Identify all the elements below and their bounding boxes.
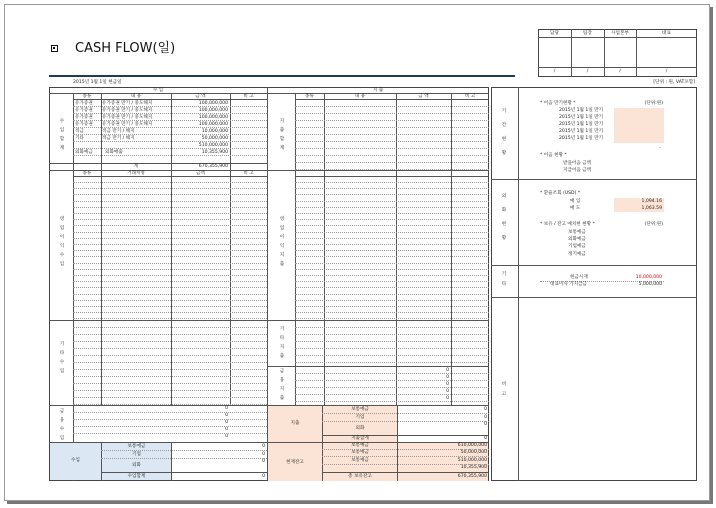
- balance-row: 보통예금: [351, 458, 369, 463]
- grid-row-line: [73, 397, 267, 398]
- grid-row-line: [73, 201, 267, 202]
- grid-row-line: [295, 213, 489, 214]
- summary-income-total-label: 수입합계: [127, 474, 146, 479]
- grid-row-line: [295, 219, 489, 220]
- grid-row-line: [73, 404, 267, 405]
- grid-row-line: [73, 188, 267, 189]
- grid-row-line: [295, 294, 489, 295]
- fx2-row: 외화예금: [568, 237, 586, 242]
- grid-row-line: [73, 294, 267, 295]
- grid-row-line: [73, 341, 267, 342]
- approval-header-1: 담당: [550, 31, 559, 36]
- income-col-note: 비 고: [243, 94, 254, 99]
- grid-row-line: [295, 256, 489, 257]
- expense-col-content: 내 용: [354, 94, 366, 99]
- grid-row-line: [295, 148, 489, 149]
- unit-note: [단위 : 원, VAT포함]: [653, 80, 695, 85]
- approval-header-3: 사업본부: [611, 31, 629, 36]
- approval-header-4: 대표: [662, 31, 671, 36]
- summary-income-row: 외화: [132, 463, 141, 468]
- grid-row-line: [295, 348, 489, 349]
- deposit-date: 2015년 1월 1일 만기: [559, 115, 604, 120]
- grid-row-line: [295, 182, 489, 183]
- right-sec1-label: 기 간 현 황: [501, 109, 507, 156]
- summary-income-row: 보통예금: [127, 444, 146, 449]
- grid-row-line: [73, 213, 267, 214]
- balance-row: 보통예금: [351, 443, 369, 448]
- grid-row-line: [295, 194, 489, 195]
- summary-expense-label: 지출: [290, 421, 300, 426]
- grid-row-line: [295, 134, 489, 135]
- grid-row-line: [295, 387, 489, 388]
- title-divider: [49, 75, 515, 77]
- fx2-title: * 보유 / 잔고 예치현 현황 *: [540, 222, 595, 227]
- approval-header-2: 팀장: [583, 31, 592, 36]
- grid-row-line: [295, 281, 489, 282]
- right-sec4-label: 비 고: [501, 382, 507, 397]
- grid-row-line: [73, 232, 267, 233]
- fin-income-value: 0: [225, 420, 228, 425]
- grid-row-line: [295, 188, 489, 189]
- fin-expense-value: 0: [446, 375, 449, 380]
- fx-title: * 환율조회 (USD) *: [540, 191, 581, 196]
- grid-row-line: [73, 225, 267, 226]
- square-bullet-icon: [51, 45, 58, 52]
- deposit-date: 2015년 1월 1일 만기: [559, 122, 604, 127]
- other-expense-label: 기타지출: [279, 327, 285, 359]
- grid-row-line: [73, 318, 267, 319]
- fx-row: 매 입: [570, 199, 581, 204]
- deposit-date: 2015년 1월 1일 만기: [559, 108, 604, 113]
- sales-col-amount: 금액: [196, 171, 205, 176]
- grid-row-line: [295, 287, 489, 288]
- grid-row-line: [73, 362, 267, 363]
- grid-row-line: [73, 182, 267, 183]
- grid-row-line: [295, 162, 489, 163]
- grid-row-line: [73, 275, 267, 276]
- fin-expense-value: 0: [446, 368, 449, 373]
- table-row: 적금: [75, 129, 84, 134]
- sales-income-label: 영업이익수입: [59, 217, 65, 267]
- grid-row-line: [295, 341, 489, 342]
- other-income-label: 기타수입: [59, 342, 65, 374]
- grid-row-line: [73, 269, 267, 270]
- fin-income-value: 0: [225, 406, 228, 411]
- grid-row-line: [73, 256, 267, 257]
- income-side-label: 수입 합계: [59, 119, 65, 151]
- summary-expense-row: 외화: [355, 426, 365, 431]
- grid-row-line: [295, 394, 489, 395]
- grid-row-line: [295, 373, 489, 374]
- table-row: 기타: [75, 136, 84, 141]
- income-col-content: 내 용: [130, 94, 142, 99]
- grid-row-line: [295, 155, 489, 156]
- balance-label: 현재잔고: [286, 460, 304, 465]
- fin-income-value: 0: [225, 434, 228, 439]
- sales-col-client: 거래처명: [127, 171, 145, 176]
- grid-row-line: [73, 383, 267, 384]
- summary-income-label: 수입: [71, 458, 80, 463]
- grid-row-line: [73, 281, 267, 282]
- grid-row-line: [295, 141, 489, 142]
- grid-row-line: [73, 390, 267, 391]
- grid-row-line: [73, 287, 267, 288]
- fin-income-label: 금융수입: [59, 409, 65, 441]
- income-title: 수 입: [152, 88, 164, 93]
- fx2-row: 기업예금: [568, 244, 586, 249]
- grid-row-line: [73, 369, 267, 370]
- grid-row-line: [73, 355, 267, 356]
- grid-row-line: [295, 113, 489, 114]
- grid-row-line: [295, 225, 489, 226]
- grid-row-line: [295, 312, 489, 313]
- grid-row-line: [295, 207, 489, 208]
- sales-col-type: 종류: [82, 171, 92, 176]
- grid-row-line: [295, 201, 489, 202]
- balance-row: 보통예금: [351, 450, 369, 455]
- grid-row-line: [295, 306, 489, 307]
- grid-row-line: [295, 380, 489, 381]
- sales-expense-label: 영업이익지출: [279, 217, 285, 267]
- grid-row-line: [295, 169, 489, 170]
- expense-col-note: 비 고: [464, 94, 476, 99]
- fin-income-value: 0: [225, 427, 228, 432]
- table-row: 유가증권: [75, 115, 93, 120]
- grid-row-line: [295, 250, 489, 251]
- grid-row-line: [73, 244, 267, 245]
- grid-row-line: [73, 312, 267, 313]
- fin-expense-value: 0: [446, 396, 449, 401]
- income-col-amount: 금 액: [195, 94, 206, 99]
- approval-date-1: /: [553, 69, 556, 74]
- fx2-row: 정기예금: [568, 252, 586, 257]
- fx2-row: 보통예금: [568, 230, 586, 235]
- grid-row-line: [295, 127, 489, 128]
- bill-row: 받을어음 금액: [563, 161, 592, 166]
- bill-title: * 어음 현황 *: [540, 153, 567, 158]
- grid-row-line: [295, 106, 489, 107]
- cash-flow-sheet: CASH FLOW(일) 담당 팀장 사업본부 대표 / / / / 2015년 1월 1일 현금일 [단위 : 원, VAT포함] 수 입 지 출 종류 내 용 금 액 비 고 종류 내 용 금 액 비 고 유가증권 유가증권 만기 / 중도해지 100,000,000 유가증권 유가증권 만기 / 중도해지 100,000,000 유가증권 유가증권 만기 / 중도해지 100,000,000 유가증권 유가증권 만기 / 중도해지 100,000,000 적금 적금 만기 / 해지 10,000,000 기타 적금 만기 / 해지 50,000,000 510,000,000 외화예금 외화매출 10,355,900 계 670,355,900 수입 합계 종류 거래처명 금액 비 고 영업이익수입 지출 합계 영업이익지출 기타수입 기타지출 금융지출 0 0 0 0 0 금융수입 0 0 0 0 0 지출 보통예금 기업 외화 0 0 0 지출합계 0 현재잔고 보통예금 보통예금 보통예금 610,000,000 50,000,000 510,000,000 10,355,900 총 보유잔고 670,355,900 수입 보통예금 기업 외화 0 0 0 수입합계 0 기 간 현 황 * 어음 만기현황 * (단위:원) 2015년 1월 1일 만기 2015년 1월 1일 만기 2015년 1월 1일 만기 2015년 1월 1일 만기 2015년 1월 1일 만기 - * 어음 현황 * 받을어음 금액 지급어음 금액 외 화 현 황 * 환율조회 (USD) * 매 입 1,094.16 매 도 1,063.59 * 보유 / 잔고 예치현 현황 * (단위:원) 보통예금 외화예금 기업예금 정기예금 기 타 현금시재 10,000,000 대표이사 가지급금 5,000,000 비 고: [4, 4, 710, 501]
- balance-total-label: 총 보유잔고: [348, 474, 372, 479]
- fin-income-value: 0: [225, 413, 228, 418]
- other-row: 대표이사 가지급금: [550, 282, 587, 287]
- fin-expense-value: 0: [446, 389, 449, 394]
- grid-row-line: [295, 269, 489, 270]
- grid-row-line: [295, 362, 489, 363]
- other-row: 현금시재: [570, 275, 588, 280]
- expense-title: 지 출: [372, 88, 384, 93]
- summary-expense-total: 0: [484, 436, 487, 441]
- summary-income-total: 0: [262, 474, 265, 479]
- grid-row-line: [295, 355, 489, 356]
- grid-row-line: [295, 120, 489, 121]
- grid-row-line: [295, 318, 489, 319]
- summary-income-row: 기업: [132, 452, 141, 457]
- grid-row-line: [295, 334, 489, 335]
- summary-expense-total-label: 지출합계: [351, 436, 369, 441]
- grid-row-line: [73, 194, 267, 195]
- income-col-type: 종류: [82, 94, 92, 99]
- grid-row-line: [295, 263, 489, 264]
- fx-row: 매 도: [570, 206, 581, 211]
- sales-col-note: 비 고: [243, 171, 254, 176]
- expense-col-amount: 금 액: [418, 94, 429, 99]
- grid-row-line: [295, 327, 489, 328]
- expense-side-label: 지출 합계: [279, 119, 285, 151]
- grid-row-line: [73, 219, 267, 220]
- income-total-label: 계: [133, 164, 139, 169]
- summary-expense-row: 보통예금: [351, 407, 369, 412]
- grid-row-line: [295, 244, 489, 245]
- grid-row-line: [295, 232, 489, 233]
- grid-row-line: [73, 250, 267, 251]
- grid-row-line: [73, 376, 267, 377]
- grid-row-line: [73, 238, 267, 239]
- grid-row-line: [73, 348, 267, 349]
- approval-date-4: /: [665, 69, 668, 74]
- approval-date-2: /: [586, 69, 589, 74]
- summary-expense-row: 기업: [355, 415, 365, 420]
- grid-row-line: [73, 300, 267, 301]
- grid-row-line: [295, 238, 489, 239]
- table-row: 유가증권: [75, 108, 93, 113]
- approval-date-3: /: [619, 69, 621, 74]
- grid-row-line: [295, 275, 489, 276]
- table-row: 유가증권: [75, 101, 93, 106]
- date-line: 2015년 1월 1일 현금일: [73, 80, 122, 85]
- fin-expense-label: 금융지출: [279, 369, 285, 401]
- table-row: 외화예금: [75, 150, 93, 155]
- deposit-date: 2015년 1월 1일 만기: [559, 136, 604, 141]
- right-sec2-label: 외 화 현 황: [501, 194, 507, 241]
- expense-col-type: 종류: [305, 94, 314, 99]
- bill-row: 지급어음 금액: [563, 168, 592, 173]
- grid-row-line: [73, 327, 267, 328]
- right-sec3-label: 기 타: [501, 272, 507, 287]
- page-title: CASH FLOW(일): [75, 41, 176, 56]
- deposit-unit: (단위:원): [644, 101, 663, 106]
- fx2-unit: (단위:원): [644, 222, 663, 227]
- grid-row-line: [73, 263, 267, 264]
- grid-row-line: [73, 306, 267, 307]
- deposit-date: 2015년 1월 1일 만기: [559, 129, 604, 134]
- balance-total: 670,355,900: [457, 474, 487, 479]
- deposit-dash: -: [659, 146, 661, 151]
- deposit-title: * 어음 만기현황 *: [540, 101, 576, 106]
- grid-row-line: [295, 401, 489, 402]
- grid-row-line: [295, 300, 489, 301]
- table-row: 유가증권: [75, 122, 93, 127]
- right-panel: [491, 87, 697, 481]
- grid-row-line: [73, 334, 267, 335]
- grid-row-line: [73, 207, 267, 208]
- income-total: 670,355,900: [198, 164, 228, 169]
- fin-expense-value: 0: [446, 382, 449, 387]
